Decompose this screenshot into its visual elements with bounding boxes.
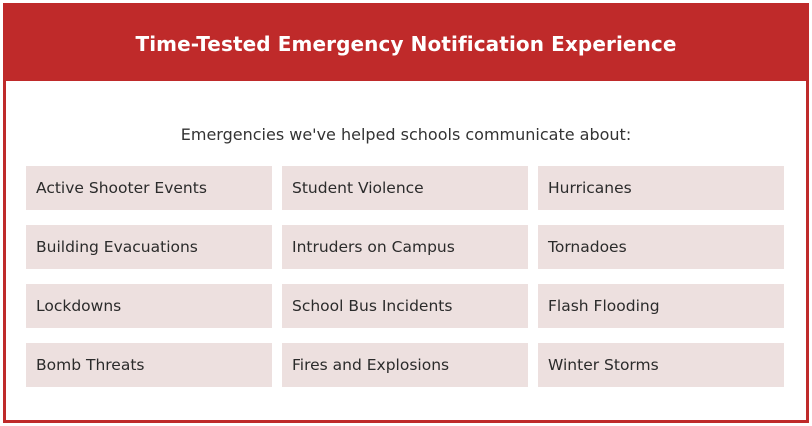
card-title: Time-Tested Emergency Notification Experience: [135, 31, 677, 56]
emergency-tile: Intruders on Campus: [282, 225, 528, 269]
emergency-experience-card: [3, 3, 809, 423]
intro-text: Emergencies we've helped schools communicate about:: [180, 125, 632, 144]
emergency-tile: Flash Flooding: [538, 284, 784, 328]
emergency-tile: Building Evacuations: [26, 225, 272, 269]
emergency-tile: Lockdowns: [26, 284, 272, 328]
card-header: [6, 6, 806, 81]
emergency-tile: Tornadoes: [538, 225, 784, 269]
emergency-tile: Student Violence: [282, 166, 528, 210]
emergency-tile: Winter Storms: [538, 343, 784, 387]
emergency-tile: School Bus Incidents: [282, 284, 528, 328]
emergency-tile: Bomb Threats: [26, 343, 272, 387]
emergency-grid: [26, 166, 786, 387]
emergency-tile: Fires and Explosions: [282, 343, 528, 387]
emergency-tile: Hurricanes: [538, 166, 784, 210]
emergency-tile: Active Shooter Events: [26, 166, 272, 210]
